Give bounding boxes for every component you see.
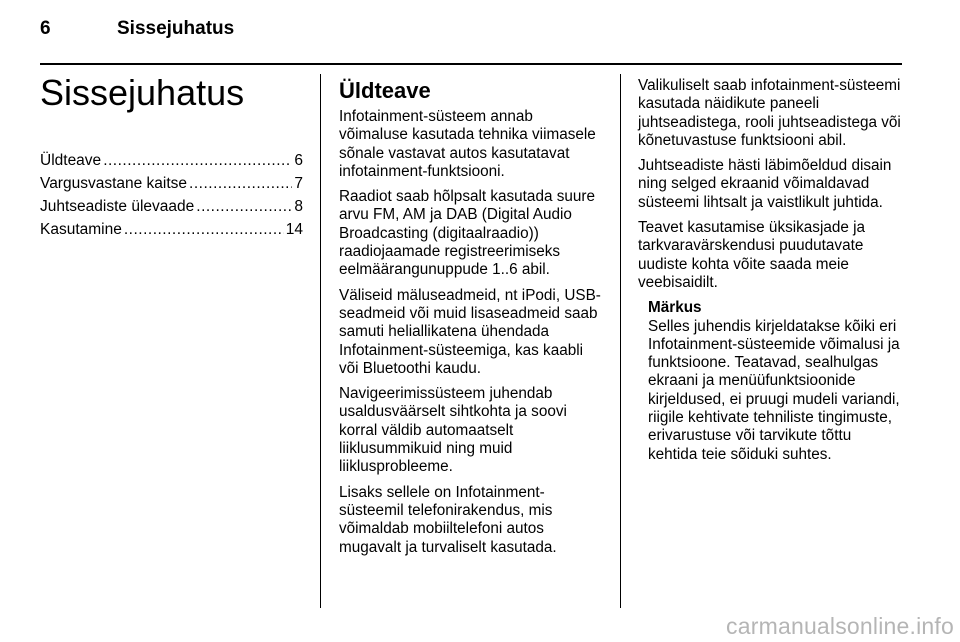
body-paragraph: Teavet kasutamise üksikasjade ja tarkvaravärskendusi puudutavate uudiste kohta võite saada meie veebisaidilt. [638, 219, 866, 291]
chapter-title: Sissejuhatus [40, 72, 245, 113]
body-paragraph: Infotainment-süsteem annab võimaluse kasutada tehnika viimasele sõnale vastavat autos kasutatavat infotainment-funktsiooni. [339, 108, 596, 180]
toc-leader [189, 172, 292, 195]
column-divider-left [320, 74, 321, 608]
note-box [648, 299, 902, 464]
body-paragraph: Valikuliselt saab infotainment-süsteemi kasutada näidikute paneeli juhtseadistega, rooli juhtseadistega või kõnetuvastuse funktsiooni abil. [638, 77, 901, 149]
toc-leader [196, 195, 292, 218]
body-paragraph: Lisaks sellele on Infotainment-süsteemil telefonirakendus, mis võimaldab mobiiltelefoni autos mugavalt ja turvaliselt kasutada. [339, 483, 557, 556]
body-paragraph: Raadiot saab hõlpsalt kasutada suure arvu FM, AM ja DAB (Digital Audio Broadcasting (digitaalraadio)) raadiojaamade registreerimiseks eelmäärangunuppude 1..6 abil. [339, 188, 595, 279]
section-title: Üldteave [339, 78, 431, 103]
running-title: Sissejuhatus [117, 18, 235, 39]
watermark: carmanualsonline.info [726, 613, 954, 639]
toc-entry[interactable] [40, 195, 303, 218]
toc-entry[interactable] [40, 149, 303, 172]
right-column [638, 77, 902, 464]
toc-entry-page: 8 [294, 198, 303, 215]
note-title: Märkus [648, 299, 702, 317]
note-text: Selles juhendis kirjeldatakse kõiki eri Infotainment-süsteemide võimalusi ja funktsioone. Teatavad, sealhulgas ekraani ja menüüfunktsioonide kirjeldused, ei pruugi mudeli variandi, riigile kehtivate tehniliste tingimuste, erivarustuse või tarvikute tõttu kehtida teie sõiduki suhtes. [648, 317, 900, 463]
toc-leader [124, 218, 284, 241]
body-paragraph: Navigeerimissüsteem juhendab usaldusväärselt sihtkohta ja soovi korral väldib automaatselt liiklusummikuid ning muid liiklusprobleeme. [339, 385, 567, 476]
toc-leader [103, 149, 292, 172]
body-paragraph: Juhtseadiste hästi läbimõeldud disain ning selged ekraanid võimaldavad süsteemi lihtsalt ja vaistlikult juhtida. [638, 157, 892, 211]
toc-entry-page: 6 [294, 152, 303, 169]
toc-entry-label: Vargusvastane kaitse [40, 175, 188, 192]
toc-entry-label: Juhtseadiste ülevaade [40, 198, 195, 215]
header-rule [40, 63, 902, 65]
body-paragraph: Väliseid mäluseadmeid, nt iPodi, USB-seadmeid või muid lisaseadmeid saab samuti heliallikatena ühendada Infotainment-süsteemiga, kas kaabli või Bluetoothi kaudu. [339, 286, 601, 377]
toc-entry-label: Kasutamine [40, 221, 122, 238]
toc-entry-label: Üldteave [40, 152, 102, 169]
toc-entry[interactable] [40, 172, 303, 195]
toc-entry-page: 7 [294, 175, 303, 192]
toc-entry[interactable] [40, 218, 303, 241]
table-of-contents [40, 149, 303, 241]
middle-column [339, 78, 603, 564]
column-divider-right [620, 74, 621, 608]
toc-entry-page: 14 [285, 221, 303, 238]
page-number: 6 [40, 18, 51, 39]
